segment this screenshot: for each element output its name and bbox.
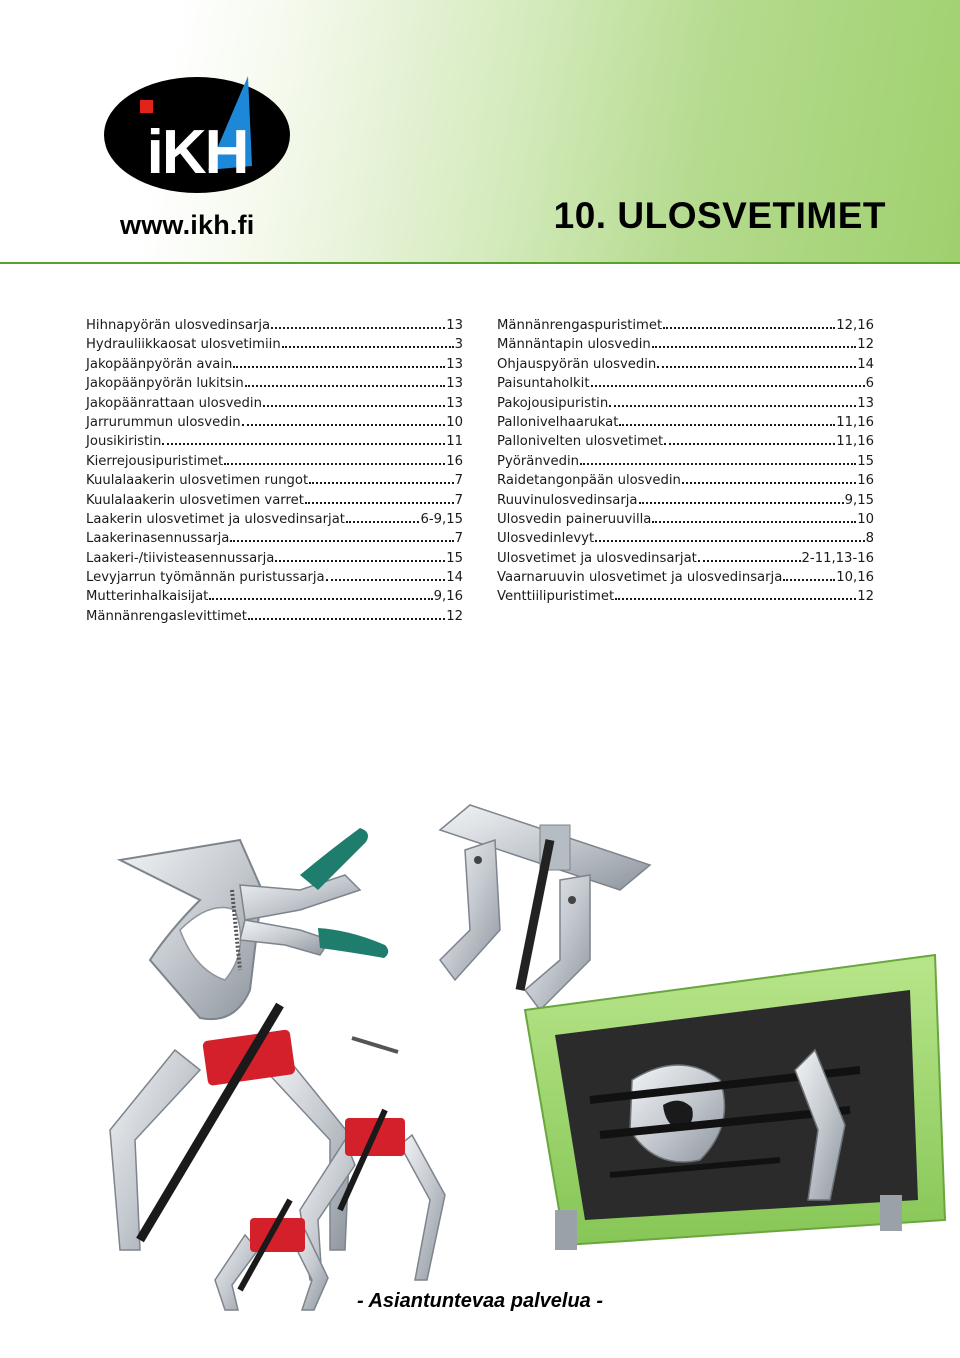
index-entry[interactable]: Raidetangonpään ulosvedin 16 [497,473,874,489]
index-entry[interactable]: Venttiilipuristimet 12 [497,589,874,605]
index-entry[interactable]: Paisuntaholkit 6 [497,376,874,392]
jaw-pullers-illustration [110,1005,445,1310]
index-entry[interactable]: Pallonivelhaarukat 11,16 [497,414,874,430]
index-entry[interactable]: Laakerin ulosvetimet ja ulosvedinsarjat 6-9,15 [86,511,463,527]
index-entry[interactable]: Ohjauspyörän ulosvedin 14 [497,356,874,372]
index-entry[interactable]: Laakeri-/tiivisteasennussarja 15 [86,550,463,566]
header-divider [0,262,960,264]
index-entry[interactable]: Ulosvetimet ja ulosvedinsarjat 2-11,13-16 [497,550,874,566]
index-entry[interactable]: Männänrengaslevittimet 12 [86,608,463,624]
index-entry[interactable]: Ulosvedin paineruuvilla 10 [497,511,874,527]
index-entry[interactable]: Pallonivelten ulosvetimet 11,16 [497,434,874,450]
page-title: 10. ULOSVETIMET [553,195,886,236]
index-entry[interactable]: Kuulalaakerin ulosvetimen rungot 7 [86,473,463,489]
slogan: - Asiantuntevaa palvelua - [357,1290,603,1312]
index-entry[interactable]: Männänrengaspuristimet 12,16 [497,318,874,333]
index-entry[interactable]: Jakopäänrattaan ulosvedin 13 [86,395,463,411]
logo-text: iKH [146,118,248,187]
index-column-left [86,318,463,628]
index-entry[interactable]: Jakopäänpyörän lukitsin 13 [86,376,463,392]
index-entry[interactable]: Hihnapyörän ulosvedinsarja 13 [86,318,463,333]
index-entry[interactable]: Laakerinasennussarja 7 [86,531,463,547]
ikh-logo [100,70,300,200]
index-entry[interactable]: Levyjarrun työmännän puristussarja 14 [86,570,463,586]
index-entry[interactable]: Pyöränvedin 15 [497,453,874,469]
index-entry[interactable]: Ruuvinulosvedinsarja 9,15 [497,492,874,508]
index-entry[interactable]: Pakojousipuristin 13 [497,395,874,411]
index-entry[interactable]: Ulosvedinlevyt 8 [497,531,874,547]
website-link[interactable]: www.ikh.fi [120,210,255,240]
index-entry[interactable]: Hydrauliikkaosat ulosvetimiin 3 [86,337,463,353]
index-entry[interactable]: Kuulalaakerin ulosvetimen varret 7 [86,492,463,508]
index-entry[interactable]: Mutterinhalkaisijat 9,16 [86,589,463,605]
index-entry[interactable]: Männäntapin ulosvedin 12 [497,337,874,353]
index-column-right [497,318,874,609]
piston-ring-tool-illustration [120,828,388,1019]
index-entry[interactable]: Jakopäänpyörän avain 13 [86,356,463,372]
puller-case-illustration [525,955,945,1250]
product-photos [0,780,960,1320]
index-entry[interactable]: Vaarnaruuvin ulosvetimet ja ulosvedinsarja 10,16 [497,570,874,586]
index-entry[interactable]: Kierrejousipuristimet 16 [86,453,463,469]
index-entry[interactable]: Jousikiristin 11 [86,434,463,450]
two-arm-puller-illustration [440,805,650,1010]
index-entry[interactable]: Jarrurummun ulosvedin 10 [86,414,463,430]
